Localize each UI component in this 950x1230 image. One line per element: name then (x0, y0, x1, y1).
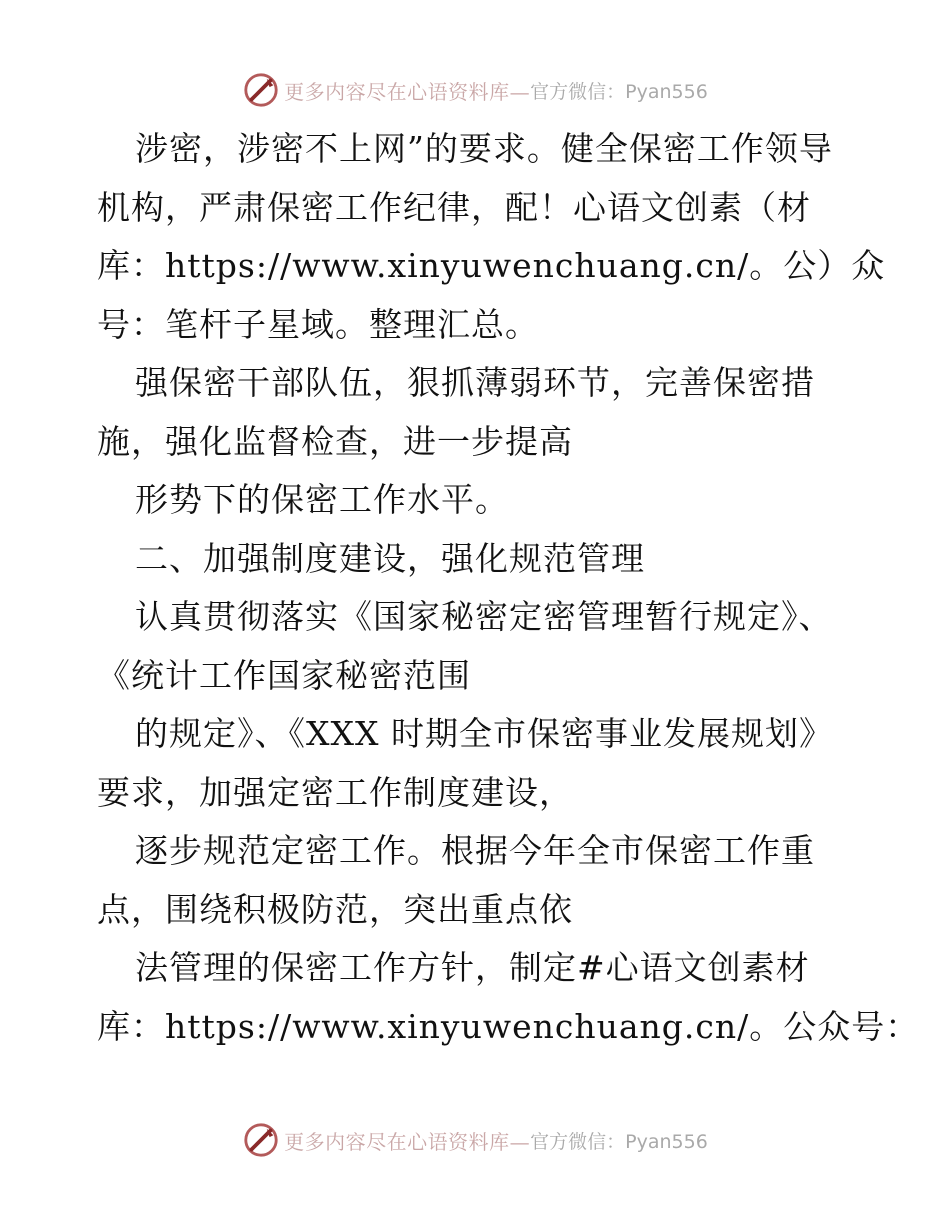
text-line: 形势下的保密工作水平。 (135, 480, 509, 519)
banner-contact-text: 官方微信：Pyan556 (530, 80, 708, 103)
text-line: 机构，严肃保密工作纪律，配！心语文创素（材 (97, 187, 811, 227)
text-line: 施，强化监督检查，进一步提高 (97, 421, 573, 461)
footer-watermark-banner (0, 1118, 950, 1162)
text-line: 库：https://www.xinyuwenchuang.cn/。公）众 (97, 246, 886, 285)
text-line: 库：https://www.xinyuwenchuang.cn/。公众号： (97, 1006, 920, 1046)
document-body (97, 120, 920, 1056)
text-line: 号：笔杆子星域。整理汇总。 (97, 304, 539, 344)
header-watermark-banner (0, 68, 950, 112)
text-line: 点，围绕积极防范，突出重点依 (97, 889, 573, 929)
text-line: 的规定》、《XXX 时期全市保密事业发展规划》 (135, 714, 833, 753)
text-line: 逐步规范定密工作。根据今年全市保密工作重 (135, 831, 815, 870)
brand-logo-icon (242, 71, 280, 109)
brand-logo-icon (242, 1121, 280, 1159)
text-line: 认真贯彻落实《国家秘密定密管理暂行规定》、 (135, 597, 833, 636)
text-line: 《统计工作国家秘密范围 (97, 655, 471, 695)
text-line: 要求，加强定密工作制度建设， (97, 772, 573, 812)
text-line: 法管理的保密工作方针，制定#心语文创素材 (135, 948, 810, 987)
text-line: 涉密，涉密不上网”的要求。健全保密工作领导 (135, 129, 833, 168)
banner-main-text: 更多内容尽在心语资料库— (284, 79, 531, 104)
text-line: 强保密干部队伍，狠抓薄弱环节，完善保密措 (135, 363, 815, 402)
banner-contact-text: 官方微信：Pyan556 (530, 1130, 708, 1153)
section-heading: 二、加强制度建设，强化规范管理 (135, 538, 645, 578)
banner-main-text: 更多内容尽在心语资料库— (284, 1129, 531, 1154)
